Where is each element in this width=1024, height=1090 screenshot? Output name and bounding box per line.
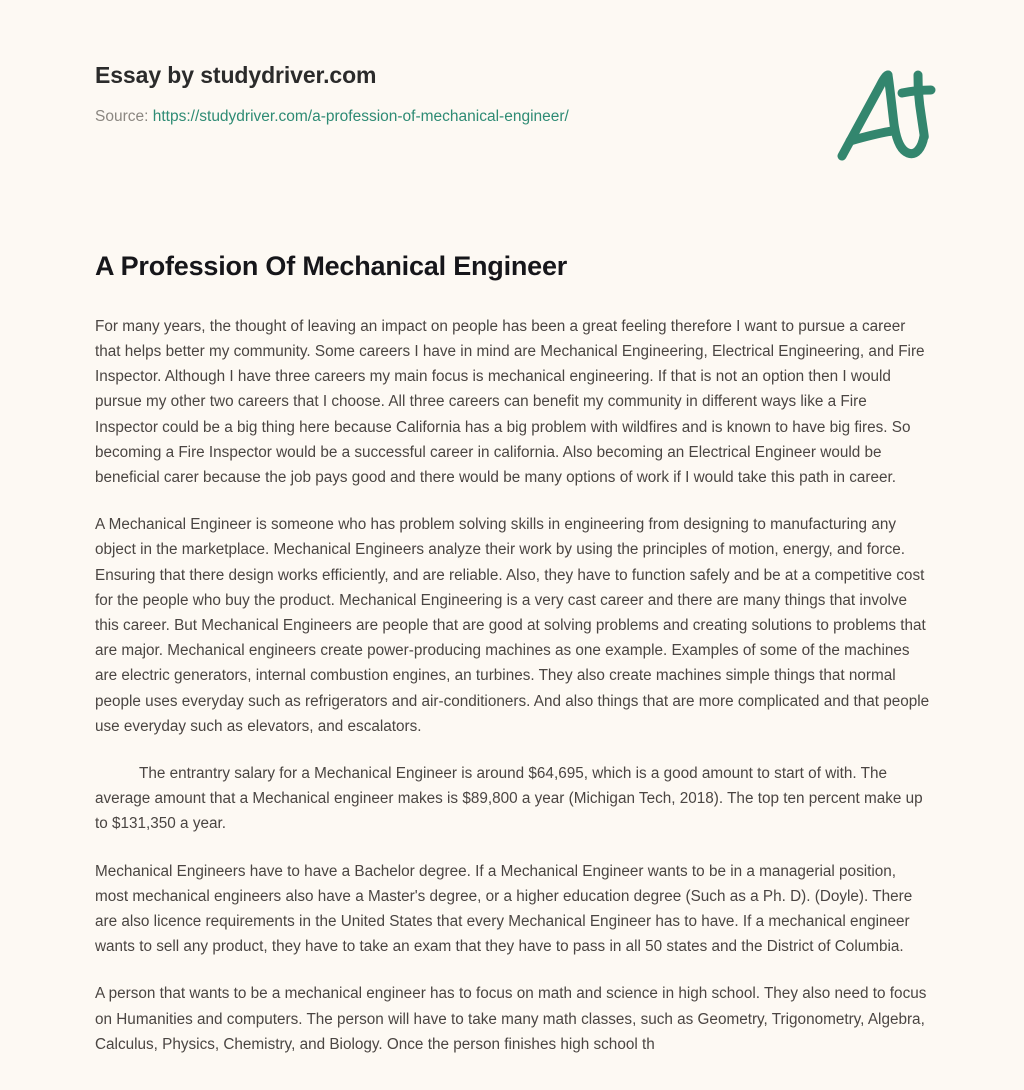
article xyxy=(0,250,1024,1057)
paragraph: For many years, the thought of leaving an impact on people has been a great feeling therefore I want to pursue a career that helps better my community. Some careers I have in mind are Mechanical Engineering, Electrical Engineering, and Fire Inspector. Although I have three careers my main focus is mechanical engineering. If that is not an option then I would pursue my other two careers that I choose. All three careers can benefit my community in different ways like a Fire Inspector could be a big thing here because California has a big problem with wildfires and is known to have big fires. So becoming a Fire Inspector would be a successful career in california. Also becoming an Electrical Engineer would be beneficial carer because the job pays good and there would be many options of work if I would take this path in career. xyxy=(95,317,925,486)
paragraph: A Mechanical Engineer is someone who has problem solving skills in engineering from designing to manufacturing any object in the marketplace. Mechanical Engineers analyze their work by using the principles of motion, energy, and force. Ensuring that there design works efficiently, and are reliable. Also, they have to function safely and be at a competitive cost for the people who buy the product. Mechanical Engineering is a very cast career and there are many things that involve this career. But Mechanical Engineers are people that are good at solving problems and creating solutions to problems that are major. Mechanical engineers create power-producing machines as one example. Examples of some of the machines are electric generators, internal combustion engines, an turbines. They also create machines simple things that normal people uses everyday such as refrigerators and air-conditioners. And also things that are more complicated and that people use everyday such as elevators, and escalators. xyxy=(95,516,930,735)
source-label: Source: xyxy=(95,107,153,125)
article-body xyxy=(95,314,929,1057)
a-plus-logo-icon xyxy=(828,62,940,166)
brand-title: Essay by studydriver.com xyxy=(95,62,377,88)
source-line xyxy=(95,107,929,127)
page-header xyxy=(0,0,1024,160)
paragraph: Mechanical Engineers have to have a Bachelor degree. If a Mechanical Engineer wants to be in a managerial position, most mechanical engineers also have a Master's degree, or a higher education degree (Such as a Ph. D). (Doyle). There are also licence requirements in the United States that every Mechanical Engineer has to have. If a mechanical engineer wants to sell any product, they have to take an exam that they have to pass in all 50 states and the District of Columbia. xyxy=(95,862,913,956)
paragraph: A person that wants to be a mechanical engineer has to focus on math and science in high school. They also need to focus on Humanities and computers. The person will have to take many math classes, such as Geometry, Trigonometry, Algebra, Calculus, Physics, Chemistry, and Biology. Once the person finishes high school th xyxy=(95,985,927,1053)
paragraph: The entrantry salary for a Mechanical Engineer is around $64,695, which is a good amount to start of with. The average amount that a Mechanical engineer makes is $89,800 a year (Michigan Tech, 2018). The top ten percent make up to $131,350 a year. xyxy=(95,765,923,833)
source-url-link[interactable]: https://studydriver.com/a-profession-of-mechanical-engineer/ xyxy=(152,107,569,125)
page-title: A Profession Of Mechanical Engineer xyxy=(95,251,568,281)
